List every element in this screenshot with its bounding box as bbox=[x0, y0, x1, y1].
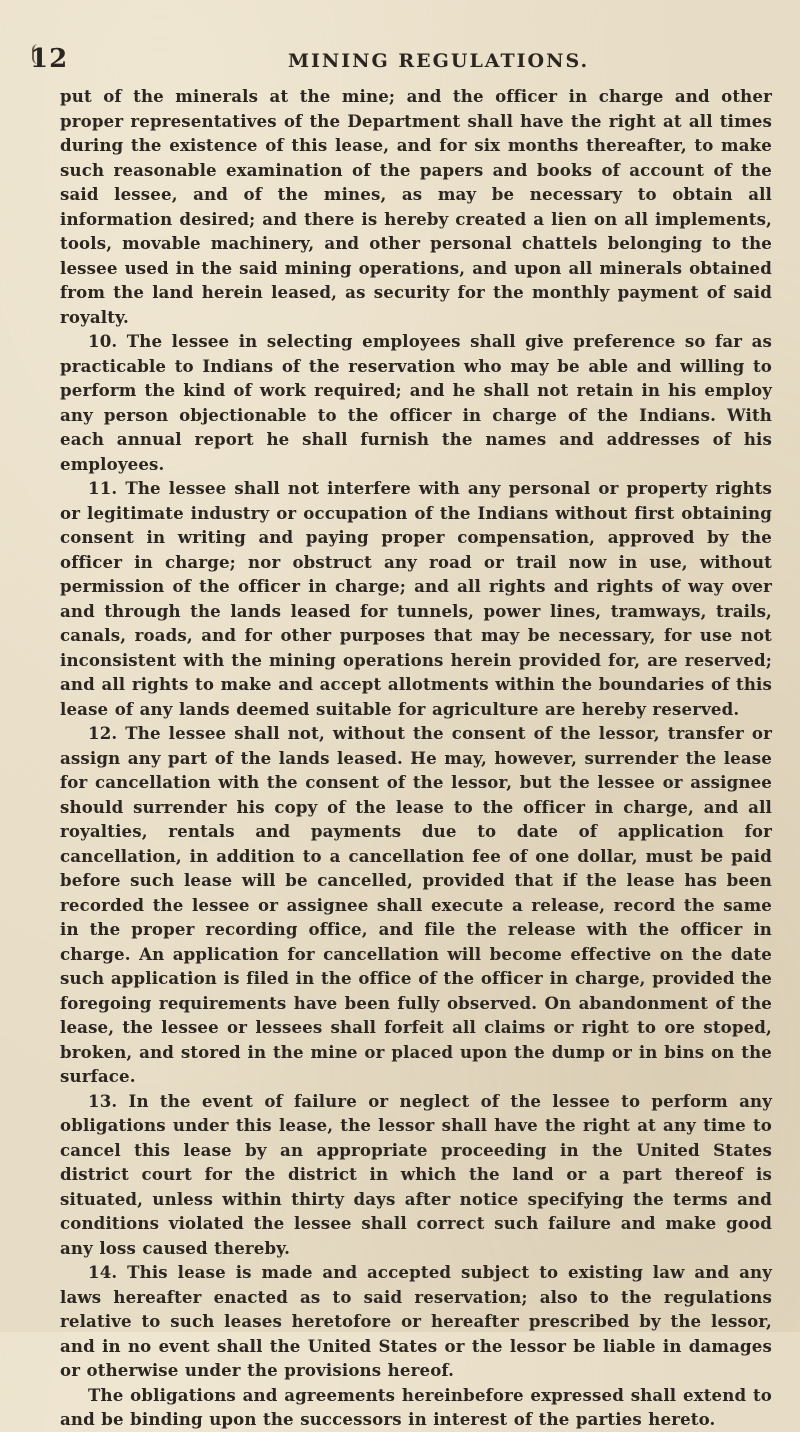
page-number: 12 bbox=[30, 44, 69, 74]
body-text bbox=[60, 84, 772, 1432]
paragraph-continuation: put of the minerals at the mine; and the officer in charge and other proper representatives of the Department shall have the right at all times during the existence of this lease, and for six months thereafter, to make such reasonable examination of the papers and books of account of the said lessee, and of the mines, as may be necessary to obtain all information desired; and there is hereby created a lien on all implements, tools, movable machinery, and other personal chattels belonging to the lessee used in the said mining operations, and upon all minerals obtained from the land herein leased, as security for the monthly payment of said royalty. bbox=[60, 86, 772, 327]
page-header bbox=[30, 40, 772, 80]
paragraph-section-12: 12. The lessee shall not, without the consent of the lessor, transfer or assign any part of the lands leased. He may, however, surrender the lease for cancellation with the consent of the lessor, but the lessee or assignee should surrender his copy of the lease to the officer in charge, and all royalties, rentals and payments due to date of application for cancellation, in addition to a cancellation fee of one dollar, must be paid before such lease will be cancelled, provided that if the lease has been recorded the lessee or assignee shall execute a release, record the same in the proper recording office, and file the release with the officer in charge. An application for cancellation will become effective on the date such application is filed in the office of the officer in charge, provided the foregoing requirements have been fully observed. On abandonment of the lease, the lessee or lessees shall forfeit all claims or right to ore stoped, broken, and stored in the mine or placed upon the dump or in bins on the surface. bbox=[60, 723, 772, 1086]
running-title: MINING REGULATIONS. bbox=[288, 50, 590, 72]
paragraph-section-10: 10. The lessee in selecting employees shall give preference so far as practicable to Indians of the reservation who may be able and willing to perform the kind of work required; and he shall not retain in his employ any person objectionable to the officer in charge of the Indians. With each annual report he shall furnish the names and addresses of his employees. bbox=[60, 331, 772, 474]
paragraph-closing: The obligations and agreements hereinbefore expressed shall extend to and be binding upon the successors in interest of the parties hereto. bbox=[60, 1384, 772, 1429]
paragraph-section-11: 11. The lessee shall not interfere with any personal or property rights or legitimate industry or occupation of the Indians without first obtaining consent in writing and paying proper compensation, approved by the officer in charge; nor obstruct any road or trail now in use, without permission of the officer in charge; and all rights and rights of way over and through the lands leased for tunnels, power lines, tramways, trails, canals, roads, and for other purposes that may be necessary, for use not inconsistent with the mining operations herein provided for, are reserved; and all rights to make and accept allotments within the boundaries of this lease of any lands deemed suitable for agriculture are hereby reserved. bbox=[60, 478, 772, 719]
paragraph-section-14: 14. This lease is made and accepted subject to existing law and any laws hereafter enacted as to said reservation; also to the regulations relative to such leases heretofore or hereafter prescribed by the lessor, and in no event shall the United States or the lessor be liable in damages or otherwise under the provisions hereof. bbox=[60, 1262, 772, 1380]
paragraph-section-13: 13. In the event of failure or neglect of the lessee to perform any obligations under this lease, the lessor shall have the right at any time to cancel this lease by an appropriate proceeding in the United States district court for the district in which the land or a part thereof is situated, unless within thirty days after notice specifying the terms and conditions violated the lessee shall correct such failure and make good any loss caused thereby. bbox=[60, 1090, 772, 1258]
